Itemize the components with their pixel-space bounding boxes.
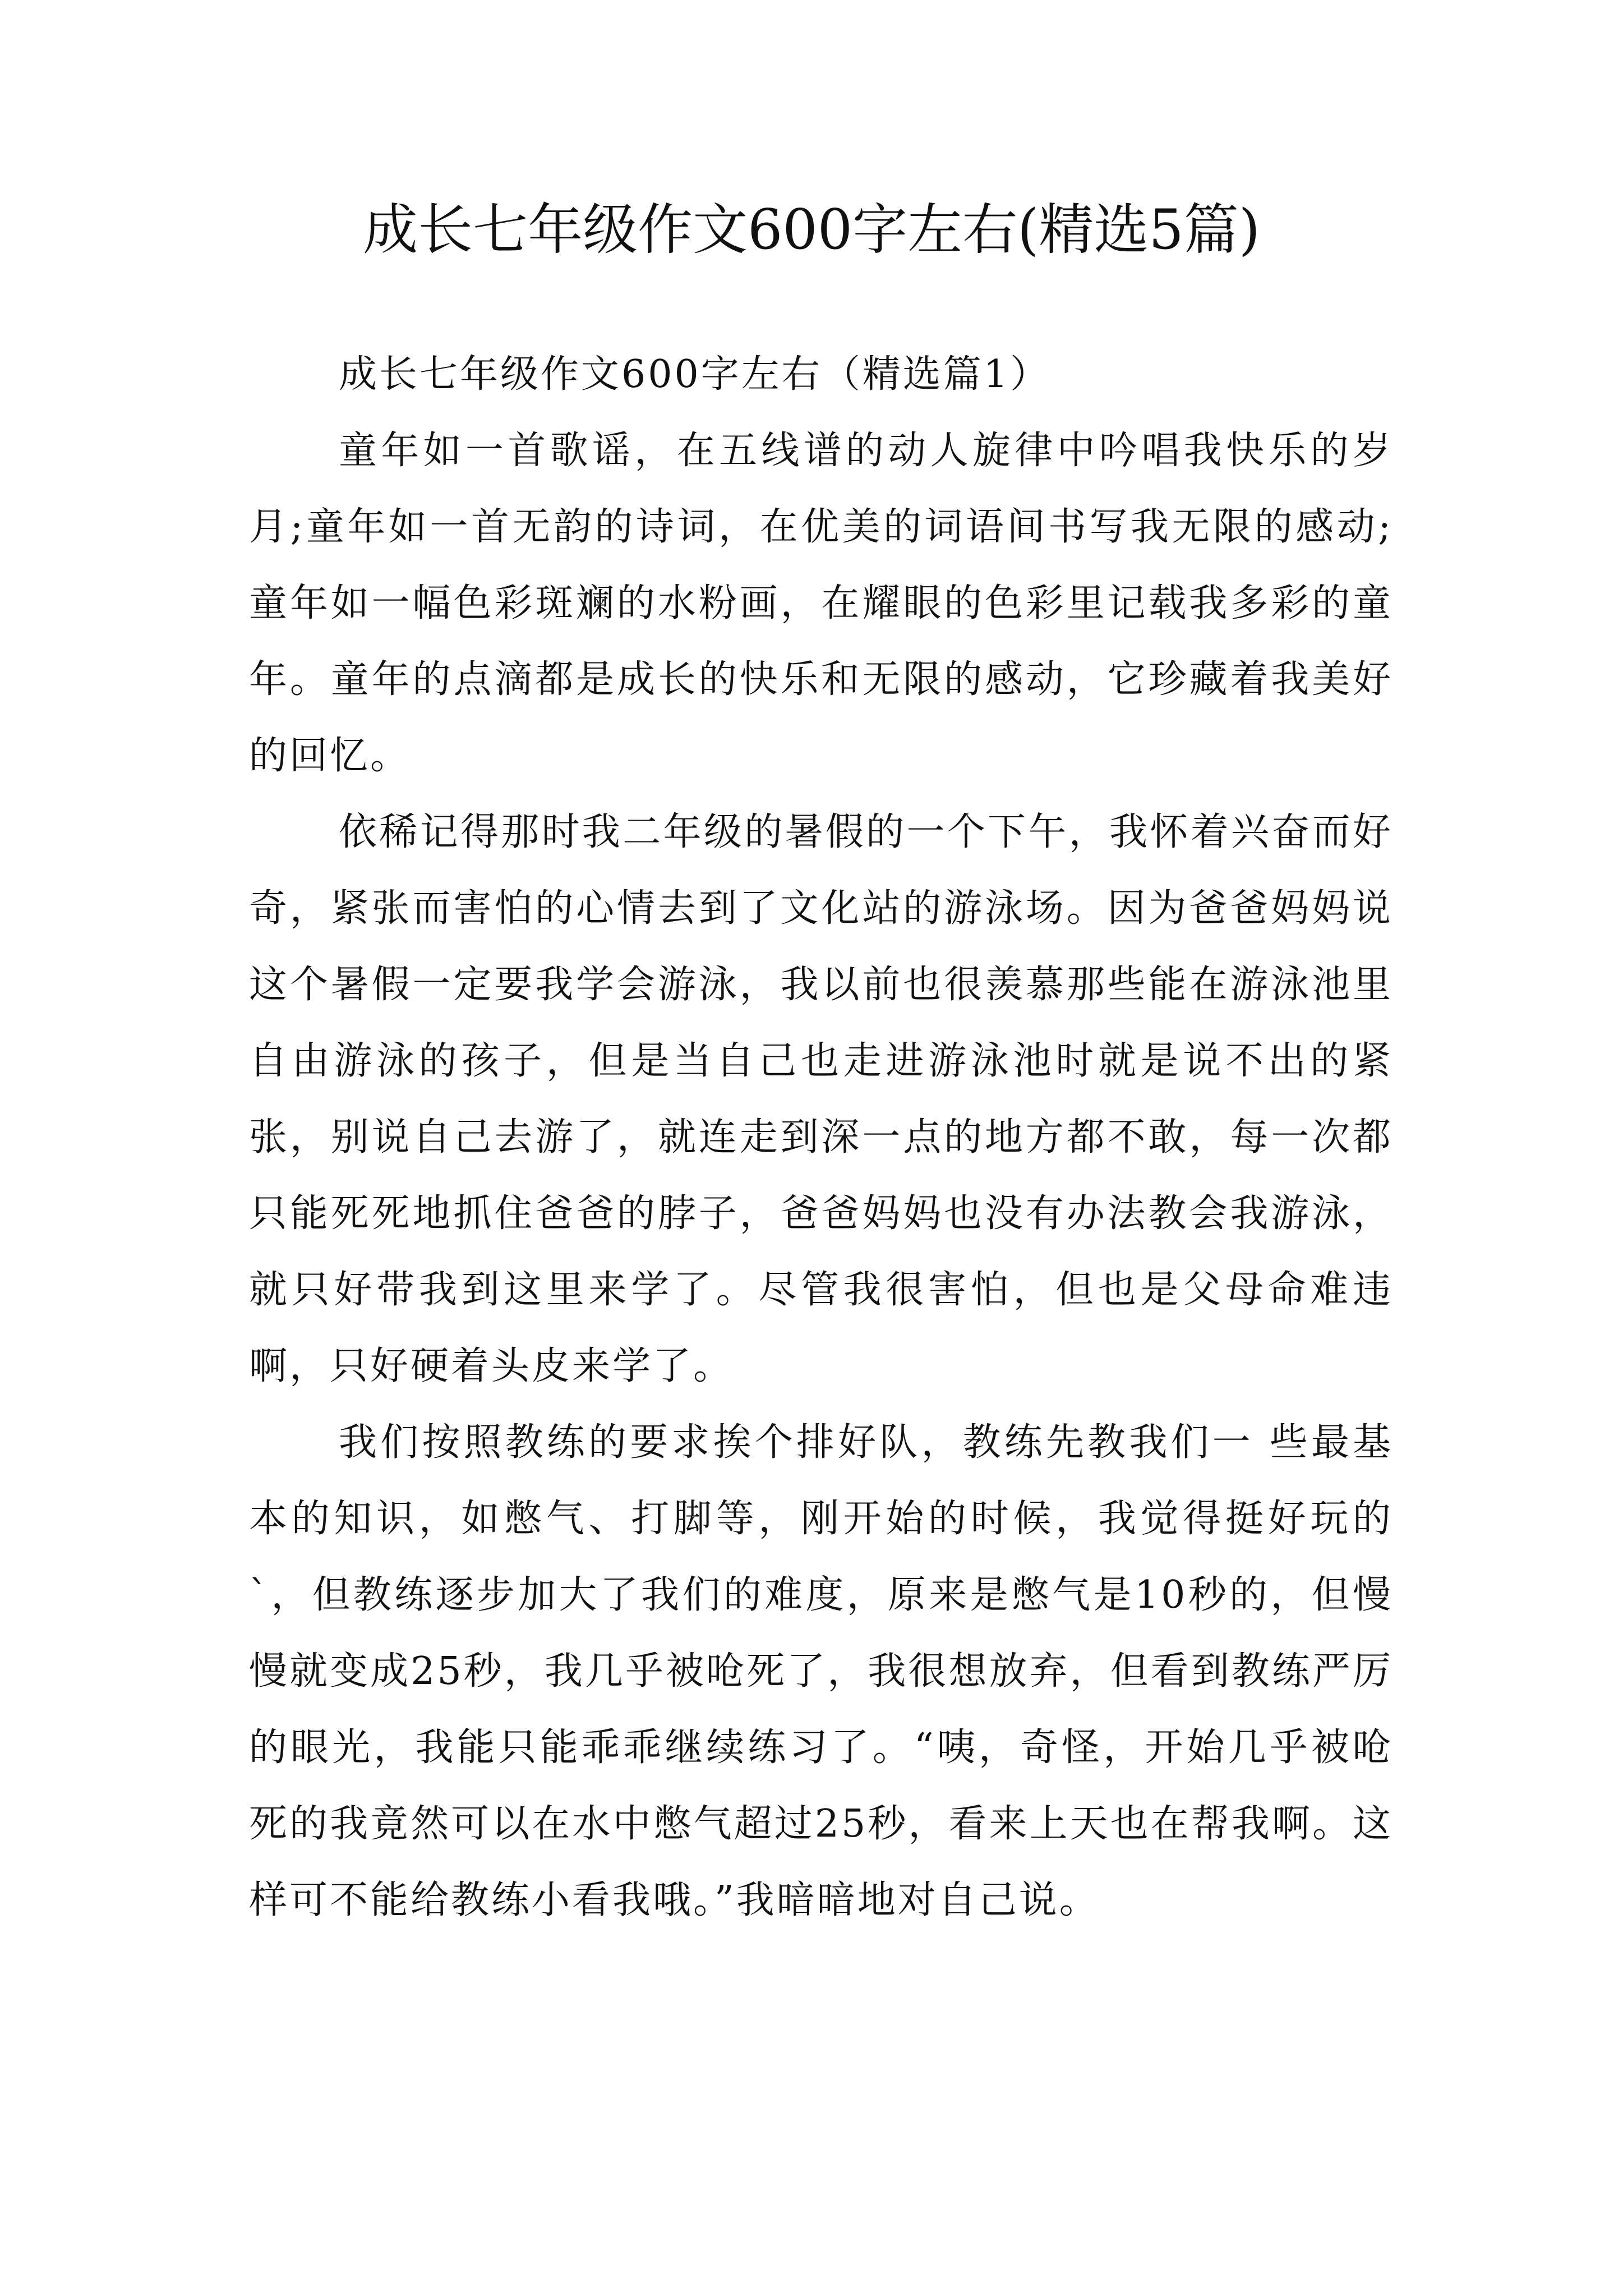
paragraph-1: 童年如一首歌谣，在五线谱的动人旋律中吟唱我快乐的岁月;童年如一首无韵的诗词，在优美的词语间书写我无限的感动;童年如一幅色彩斑斓的水粉画，在耀眼的色彩里记载我多彩的童年。童年的点滴都是成长的快乐和无限的感动，它珍藏着我美好的回忆。 xyxy=(249,429,1393,778)
document-title: 成长七年级作文600字左右(精选5篇) xyxy=(363,198,1260,262)
paragraph-2: 依稀记得那时我二年级的暑假的一个下午，我怀着兴奋而好奇，紧张而害怕的心情去到了文化站的游泳场。因为爸爸妈妈说这个暑假一定要我学会游泳，我以前也很羡慕那些能在游泳池里自由游泳的孩子，但是当自己也走进游泳池时就是说不出的紧张，别说自己去游了，就连走到深一点的地方都不敢，每一次都只能死死地抓住爸爸的脖子，爸爸妈妈也没有办法教会我游泳，就只好带我到这里来学了。尽管我很害怕，但也是父母命难违啊，只好硬着头皮来学了。 xyxy=(249,810,1393,1388)
section-subtitle: 成长七年级作文600字左右（精选篇1） xyxy=(339,352,1051,397)
paragraph-3: 我们按照教练的要求挨个排好队，教练先教我们一 些最基本的知识，如憋气、打脚等，刚开始的时候，我觉得挺好玩的`，但教练逐步加大了我们的难度，原来是憋气是10秒的，但慢慢就变成25秒，我几乎被呛死了，我很想放弃，但看到教练严厉的眼光，我能只能乖乖继续练习了。“咦，奇怪，开始几乎被呛死的我竟然可以在水中憋气超过25秒，看来上天也在帮我啊。这样可不能给教练小看我哦。”我暗暗地对自己说。 xyxy=(249,1420,1393,1922)
document-body xyxy=(249,337,1393,1939)
